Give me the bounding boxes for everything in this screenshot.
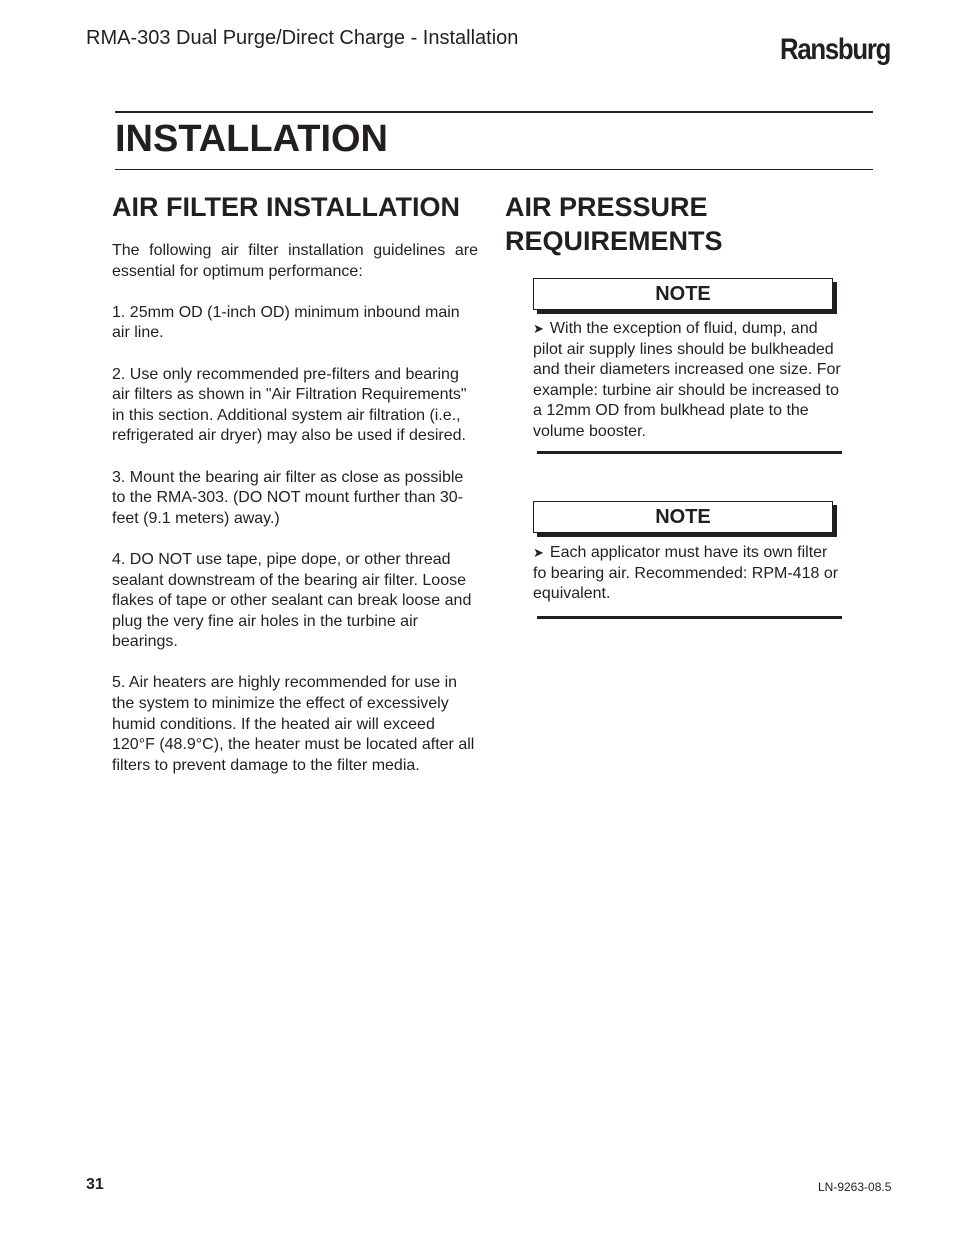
note-end-rule bbox=[537, 616, 842, 619]
note-label-box: NOTE bbox=[533, 501, 833, 533]
guideline-item: 5. Air heaters are highly recommended for use in the system to minimize the effect of excessively humid conditions. If the heated air will exceed 120°F (48.9°C), the heater must be located after all filters to prevent damage to the filter media. bbox=[112, 674, 475, 774]
document-title: RMA-303 Dual Purge/Direct Charge - Installation bbox=[86, 27, 519, 49]
arrow-bullet-icon: ➤ bbox=[533, 321, 544, 336]
heading-rule-top bbox=[115, 111, 873, 113]
note-text-body: With the exception of fluid, dump, and pilot air supply lines should be bulkheaded and their diameters increased one size. For example: turbine air should be increased to a 12mm OD from bulkhead plate to the volume booster. bbox=[533, 320, 841, 440]
guideline-item: 2. Use only recommended pre-filters and bearing air filters as shown in "Air Filtration Requirements" in this section. Additional system air filtration (i.e., refrigerated air dryer) may also be used if desired. bbox=[112, 365, 467, 445]
air-pressure-heading-line2: REQUIREMENTS bbox=[505, 226, 723, 256]
guideline-item: 4. DO NOT use tape, pipe dope, or other thread sealant downstream of the bearing air filter. Loose flakes of tape or other sealant can break loose and plug the very fine air holes in the turbine air bearings. bbox=[112, 550, 472, 651]
brand-logo: Ransburg bbox=[780, 33, 891, 66]
air-filter-heading: AIR FILTER INSTALLATION bbox=[112, 192, 460, 222]
note-end-rule bbox=[537, 451, 842, 454]
heading-rule-bottom bbox=[115, 169, 873, 170]
air-pressure-heading bbox=[505, 190, 845, 258]
guideline-item: 1. 25mm OD (1-inch OD) minimum inbound main air line. bbox=[112, 303, 460, 342]
note-text bbox=[533, 543, 842, 605]
note-text-body: Each applicator must have its own filter fo bearing air. Recommended: RPM-418 or equivalent. bbox=[533, 544, 839, 603]
note-text bbox=[533, 319, 842, 443]
page-number: 31 bbox=[86, 1176, 104, 1193]
page-heading: INSTALLATION bbox=[115, 118, 388, 160]
note-label-box: NOTE bbox=[533, 278, 833, 310]
guideline-item: 3. Mount the bearing air filter as close as possible to the RMA-303. (DO NOT mount further than 30-feet (9.1 meters) away.) bbox=[112, 468, 464, 527]
arrow-bullet-icon: ➤ bbox=[533, 545, 544, 560]
air-pressure-section bbox=[505, 190, 845, 258]
air-pressure-heading-line1: AIR PRESSURE bbox=[505, 192, 708, 222]
air-filter-intro: The following air filter installation guidelines are essential for optimum performance: bbox=[112, 242, 478, 280]
document-number: LN-9263-08.5 bbox=[818, 1180, 892, 1194]
air-filter-section bbox=[112, 190, 478, 776]
